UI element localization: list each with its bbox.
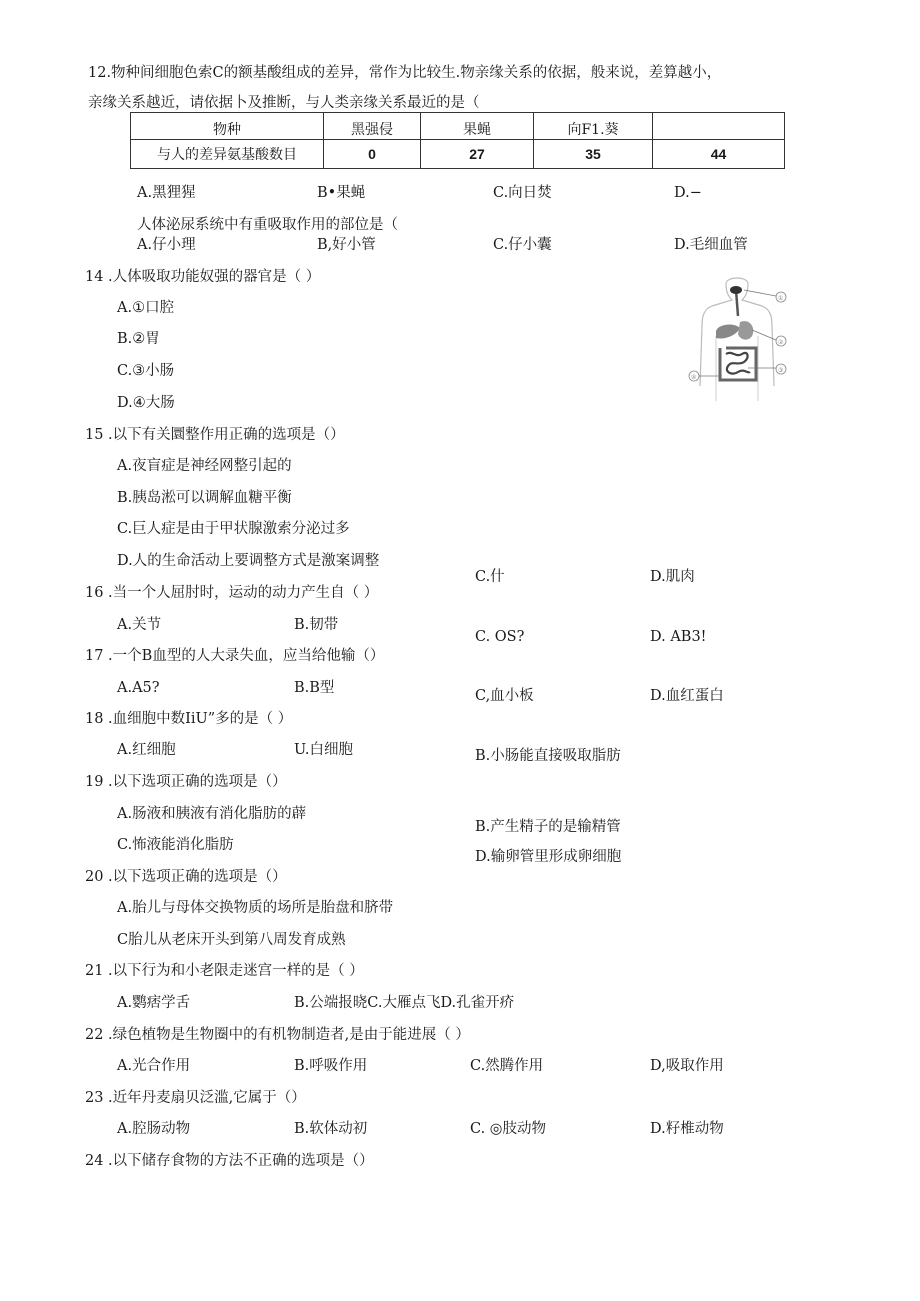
figure-label-3: ③ [778, 367, 784, 374]
table-header-cell [653, 113, 785, 140]
q23-stem: 23 .近年丹麦扇贝泛滥,它属于（） [85, 1090, 306, 1106]
figure-label-4: ④ [691, 374, 697, 381]
q17-option-a[interactable]: A.A5? [117, 680, 160, 696]
q18-stem: 18 .血细胞中数IiU”多的是（ ） [85, 711, 293, 727]
q13-stem: 人体泌尿系统中有重吸取作用的部位是（ [137, 217, 398, 233]
q22-option-a[interactable]: A.光合作用 [117, 1058, 191, 1074]
q18-option-c[interactable]: C,血小板 [475, 688, 534, 704]
q13-option-c[interactable]: C.仔小囊 [493, 237, 552, 253]
digestive-system-figure [686, 276, 794, 406]
q20-stem: 20 .以下选项正确的选项是（） [85, 869, 287, 885]
table-header-cell: 果蝇 [421, 113, 534, 140]
table-header-cell: 物种 [131, 113, 324, 140]
table-header-cell: 黑强侵 [324, 113, 421, 140]
q14-stem: 14 .人体吸取功能奴强的器官是（ ） [85, 269, 321, 285]
table-cell: 0 [324, 140, 421, 169]
q15-option-d[interactable]: D.人的生命活动上要调整方式是激案调整 [117, 553, 380, 569]
table-row-label: 与人的差异氨基酸数目 [131, 140, 324, 169]
q22-option-d[interactable]: D,吸取作用 [650, 1058, 724, 1074]
table-header-row [131, 113, 785, 140]
q14-option-c[interactable]: C.③小肠 [117, 363, 175, 379]
q13-option-d[interactable]: D.毛细血管 [674, 237, 748, 253]
table-header-cell: 向F1.葵 [534, 113, 653, 140]
q17-option-b[interactable]: B.B型 [294, 680, 335, 696]
q17-option-c[interactable]: C. OS? [475, 629, 525, 645]
q14-option-b[interactable]: B.②胃 [117, 331, 160, 347]
q17-option-d[interactable]: D. AB3! [650, 629, 707, 645]
q14-option-a[interactable]: A.①口腔 [117, 300, 175, 316]
q21-option-bcd[interactable]: B.公端报晓C.大雁点飞D.孔雀开疥 [294, 995, 515, 1011]
q12-stem-line1: 12.物种间细胞色索C的额基酸组成的差异，常作为比较生.物亲缘关系的依据，般来说，差算越小， [88, 65, 722, 81]
q13-option-a[interactable]: A.仔小理 [137, 237, 196, 253]
q15-option-b[interactable]: B.胰岛淞可以调解血糖平衡 [117, 490, 292, 506]
q21-option-a[interactable]: A.鹦痞学舌 [117, 995, 191, 1011]
q12-option-c[interactable]: C.向日焚 [493, 185, 552, 201]
q19-stem: 19 .以下选项正确的选项是（） [85, 774, 287, 790]
q15-option-a[interactable]: A.夜盲症是神经网整引起的 [117, 458, 292, 474]
q12-stem-line2: 亲缘关系越近，请依据卜及推断，与人类亲缘关系最近的是（ [88, 95, 480, 111]
q13-option-b[interactable]: B,好小管 [317, 237, 376, 253]
species-table [130, 112, 785, 169]
q22-option-c[interactable]: C.然腾作用 [470, 1058, 544, 1074]
q12-option-a[interactable]: A.黑狸猩 [137, 185, 196, 201]
q23-option-d[interactable]: D.籽椎动物 [650, 1121, 724, 1137]
table-cell: 35 [534, 140, 653, 169]
q20-option-c[interactable]: C胎儿从老床开头到第八周发育成熟 [117, 932, 346, 948]
table-row [131, 140, 785, 169]
q16-option-b[interactable]: B.韧带 [294, 617, 339, 633]
q20-option-d[interactable]: D.输卵管里形成卵细胞 [475, 849, 622, 865]
figure-label-2: ② [778, 339, 784, 346]
q19-option-c[interactable]: C.怖液能消化脂肪 [117, 837, 234, 853]
q14-option-d[interactable]: D.④大肠 [117, 395, 175, 411]
q19-option-a[interactable]: A.肠液和胰液有消化脂肪的薜 [117, 806, 307, 822]
q15-option-c[interactable]: C.巨人症是由于甲状腺激索分泌过多 [117, 521, 350, 537]
q24-stem: 24 .以下储存食物的方法不正确的选项是（） [85, 1153, 374, 1169]
q21-stem: 21 .以下行为和小老限走迷宫一样的是（ ） [85, 963, 364, 979]
q18-option-a[interactable]: A.红细胞 [117, 742, 176, 758]
digestive-system-diagram [686, 276, 794, 406]
q12-option-d[interactable]: D.− [674, 185, 702, 201]
q19-option-b[interactable]: B.小肠能直接吸取脂肪 [475, 748, 621, 764]
q16-option-c[interactable]: C.什 [475, 569, 505, 585]
q17-stem: 17 .一个B血型的人大录失血，应当给他输（） [85, 648, 385, 664]
q23-option-a[interactable]: A.腔肠动物 [117, 1121, 191, 1137]
q15-stem: 15 .以下有关圜整作用正确的选项是（） [85, 427, 345, 443]
q16-stem: 16 .当一个人屈肘时，运动的动力产生自（ ） [85, 585, 379, 601]
q23-option-b[interactable]: B.软体动初 [294, 1121, 368, 1137]
q22-stem: 22 .绿色植物是生物圈中的有机物制造者,是由于能进展（ ） [85, 1027, 470, 1043]
q22-option-b[interactable]: B.呼吸作用 [294, 1058, 368, 1074]
q18-option-b[interactable]: U.白细胞 [294, 742, 353, 758]
q20-option-b[interactable]: B.产生精子的是输精管 [475, 819, 621, 835]
table-cell: 27 [421, 140, 534, 169]
q18-option-d[interactable]: D.血红蛋白 [650, 688, 724, 704]
q16-option-d[interactable]: D.肌肉 [650, 569, 695, 585]
q20-option-a[interactable]: A.胎儿与母体交换物质的场所是胎盘和脐带 [117, 900, 394, 916]
q23-option-c[interactable]: C. ◎肢动物 [470, 1121, 546, 1137]
q12-option-b[interactable]: B•果蝇 [317, 185, 366, 201]
table-cell: 44 [653, 140, 785, 169]
q16-option-a[interactable]: A.关节 [117, 617, 162, 633]
figure-label-1: ① [778, 295, 784, 302]
